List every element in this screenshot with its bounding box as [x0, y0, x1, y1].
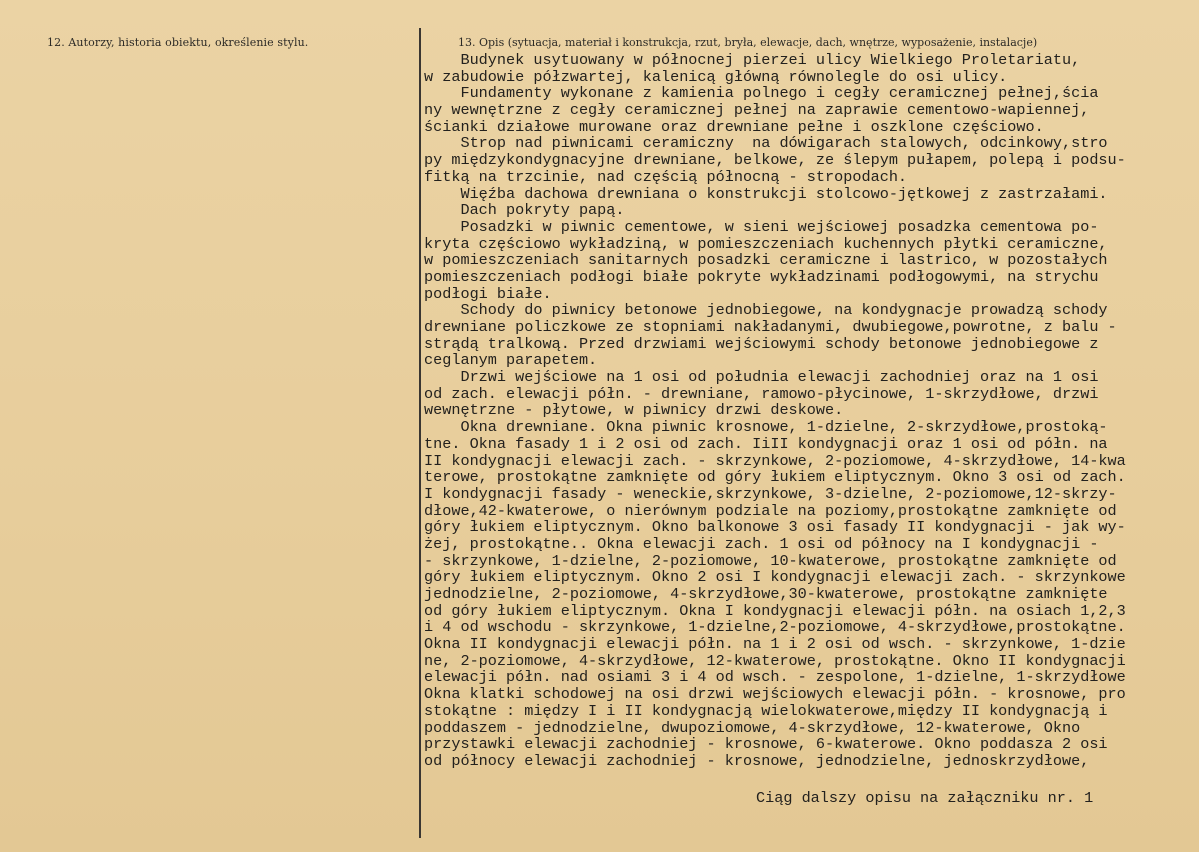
text-line: od góry łukiem eliptycznym. Okna I kondygnacji elewacji półn. na osiach 1,2,3: [424, 602, 1126, 620]
text-line: Strop nad piwnicami ceramiczny na dówigarach stalowych, odcinkowy,stro: [424, 135, 1108, 153]
text-line: ny wewnętrzne z cegły ceramicznej pełnej na zaprawie cementowo-wapiennej,: [424, 102, 1090, 119]
text-line: poddaszem - jednodzielne, dwupoziomowe, 4-skrzydłowe, 12-kwaterowe, Okno: [424, 719, 1081, 737]
text-line: elewacji półn. nad osiami 3 i 4 od wsch. - zespolone, 1-dzielne, 1-skrzydłowe: [424, 669, 1126, 687]
text-line: strądą tralkową. Przed drzwiami wejściowymi schody betonowe jednobiegowe z: [424, 335, 1099, 353]
text-line: ne, 2-poziomowe, 4-skrzydłowe, 12-kwaterowe, prostokątne. Okno II kondygnacji: [424, 652, 1126, 670]
column-divider: [419, 28, 421, 838]
text-line: Schody do piwnicy betonowe jednobiegowe, na kondygnacje prowadzą schody: [424, 302, 1108, 319]
text-line: Dach pokryty papą.: [424, 202, 625, 219]
text-line: kryta częściowo wykładziną, w pomieszczeniach kuchennych płytki ceramiczne,: [424, 235, 1108, 253]
text-line: Okna drewniane. Okna piwnic krosnowe, 1-dzielne, 2-skrzydłowe,prostoką-: [424, 419, 1108, 436]
description-text: [424, 52, 1199, 770]
text-line: od zach. elewacji półn. - drewniane, ramowo-płycinowe, 1-skrzydłowe, drzwi: [424, 385, 1099, 403]
text-line: ścianki działowe murowane oraz drewniane pełne i oszklone częściowo.: [424, 118, 1044, 136]
section-12-heading: 12. Autorzy, historia obiektu, określenie stylu.: [47, 36, 309, 49]
text-line: żej, prostokątne.. Okna elewacji zach. 1 osi od północy na I kondygnacji -: [424, 535, 1099, 553]
text-line: pomieszczeniach podłogi białe pokryte wykładzinami podłogowymi, na strychu: [424, 268, 1099, 286]
text-line: Okna klatki schodowej na osi drzwi wejściowych elewacji półn. - krosnowe, pro: [424, 686, 1126, 703]
text-line: Budynek usytuowany w północnej pierzei ulicy Wielkiego Proletariatu,: [424, 52, 1081, 69]
text-line: jednodzielne, 2-poziomowe, 4-skrzydłowe,30-kwaterowe, prostokątne zamknięte: [424, 586, 1108, 603]
text-line: terowe, prostokątne zamknięte od góry łukiem eliptycznym. Okno 3 osi od zach.: [424, 469, 1126, 486]
text-line: od północy elewacji zachodniej - krosnowe, jednodzielne, jednoskrzydłowe,: [424, 752, 1090, 770]
text-line: przystawki elewacji zachodniej - krosnowe, 6-kwaterowe. Okno poddasza 2 osi: [424, 736, 1108, 753]
text-line: py międzykondygnacyjne drewniane, belkowe, ze ślepym pułapem, polepą i podsu-: [424, 152, 1126, 169]
text-line: Posadzki w piwnic cementowe, w sieni wejściowej posadzka cementowa po-: [424, 218, 1099, 236]
text-line: Drzwi wejściowe na 1 osi od południa elewacji zachodniej oraz na 1 osi: [424, 369, 1099, 386]
text-line: - skrzynkowe, 1-dzielne, 2-poziomowe, 10-kwaterowe, prostokątne zamknięte od: [424, 552, 1117, 570]
text-line: Okna II kondygnacji elewacji półn. na 1 i 2 osi od wsch. - skrzynkowe, 1-dzie: [424, 636, 1126, 653]
text-line: wewnętrzne - płytowe, w piwnicy drzwi deskowe.: [424, 402, 844, 420]
text-line: góry łukiem eliptycznym. Okno 2 osi I kondygnacji elewacji zach. - skrzynkowe: [424, 569, 1126, 586]
continuation-note: Ciąg dalszy opisu na załączniku nr. 1: [756, 789, 1094, 807]
left-column: [0, 0, 418, 852]
text-line: stokątne : między I i II kondygnacją wielokwaterowe,między II kondygnacją i: [424, 702, 1108, 720]
text-line: drewniane policzkowe ze stopniami nakładanymi, dwubiegowe,powrotne, z balu -: [424, 319, 1117, 336]
text-line: w zabudowie półzwartej, kalenicą główną równolegle do osi ulicy.: [424, 68, 1008, 86]
text-line: i 4 od wschodu - skrzynkowe, 1-dzielne,2-poziomowe, 4-skrzydłowe,prostokątne.: [424, 619, 1126, 637]
text-line: góry łukiem eliptycznym. Okno balkonowe 3 osi fasady II kondygnacji - jak wy-: [424, 519, 1126, 536]
text-line: w pomieszczeniach sanitarnych posadzki ceramiczne i lastrico, w pozostałych: [424, 252, 1108, 269]
section-13-heading: 13. Opis (sytuacja, materiał i konstrukcja, rzut, bryła, elewacje, dach, wnętrze, wyposażenie, instalacje): [458, 36, 1038, 49]
text-line: tne. Okna fasady 1 i 2 osi od zach. IiII kondygnacji oraz 1 osi od półn. na: [424, 435, 1108, 453]
text-line: podłogi białe.: [424, 285, 552, 303]
text-line: fitką na trzcinie, nad częścią północną - stropodach.: [424, 168, 908, 186]
text-line: II kondygnacji elewacji zach. - skrzynkowe, 2-poziomowe, 4-skrzydłowe, 14-kwa: [424, 452, 1126, 470]
text-line: Więźba dachowa drewniana o konstrukcji stolcowo-jętkowej z zastrzałami.: [424, 185, 1108, 203]
text-line: ceglanym parapetem.: [424, 352, 598, 370]
text-line: Fundamenty wykonane z kamienia polnego i cegły ceramicznej pełnej,ścia: [424, 85, 1099, 103]
text-line: dłowe,42-kwaterowe, o nierównym podziale na poziomy,prostokątne zamknięte od: [424, 502, 1117, 520]
text-line: I kondygnacji fasady - weneckie,skrzynkowe, 3-dzielne, 2-poziomowe,12-skrzy-: [424, 485, 1117, 503]
